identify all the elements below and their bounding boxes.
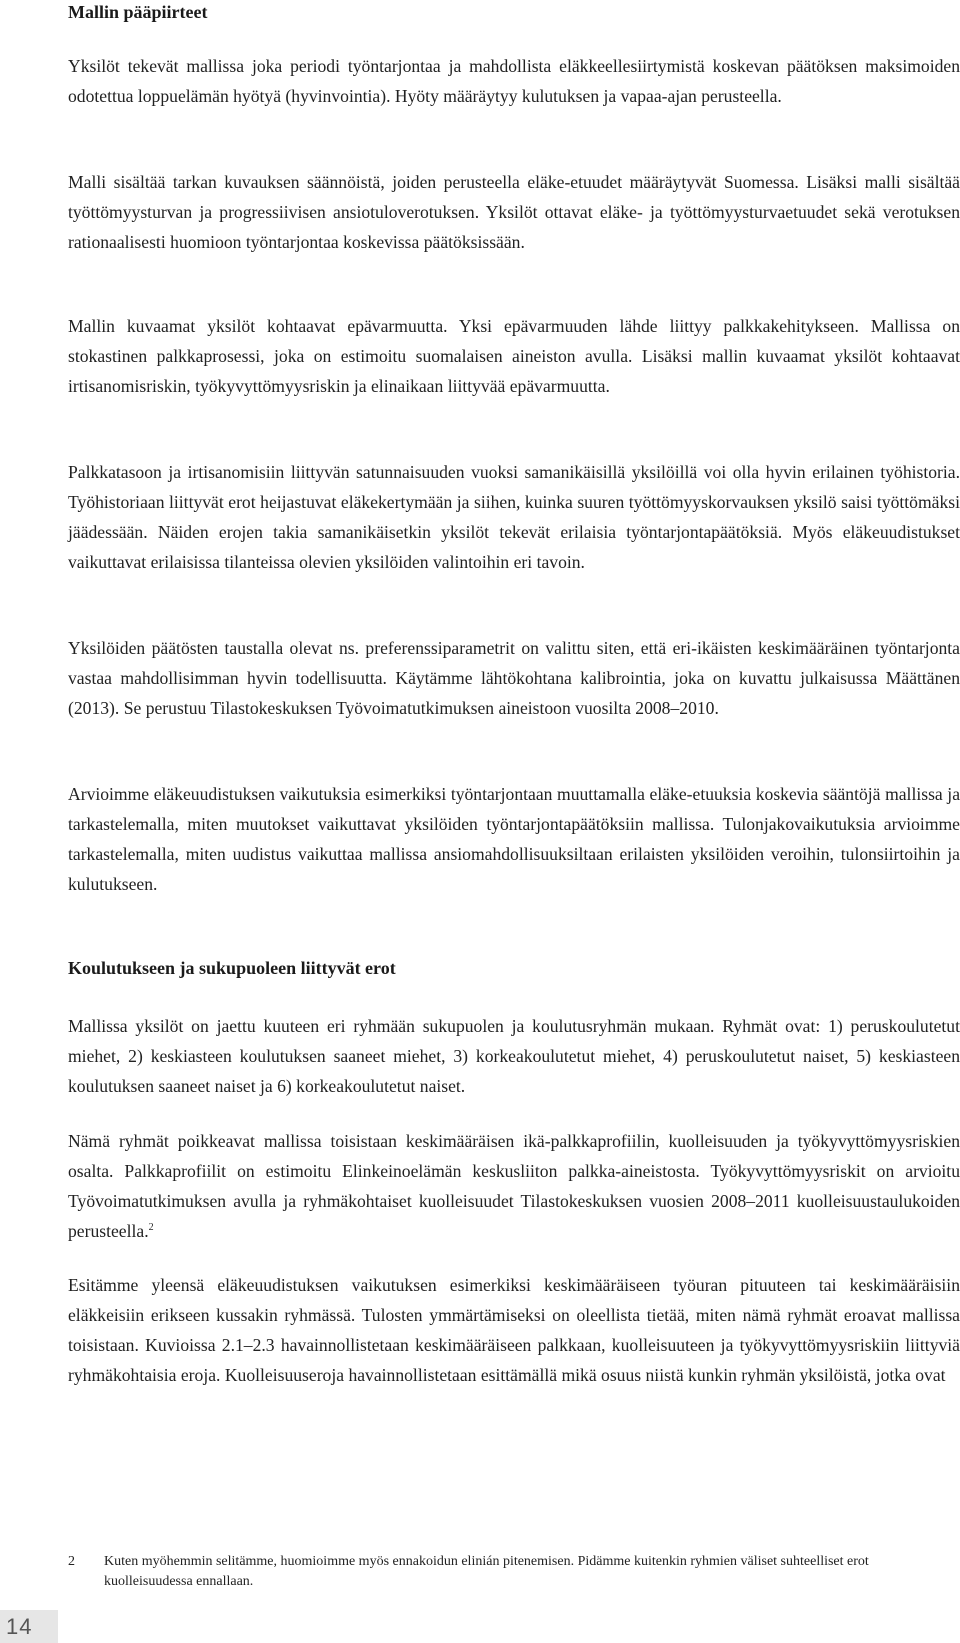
page-number: 14 [6, 1614, 33, 1639]
paragraph: Arvioimme eläkeuudistuksen vaikutuksia esimerkiksi työntarjontaan muuttamalla eläke-etuuksia koskevia sääntöjä mallissa ja tarkastelemalla, miten muutokset vaikuttavat yksilöiden työntarjontapäätöksiin mallissa. Tulonjakovaikutuksia arvioimme tarkastelemalla, miten uudistus vaikuttaa mallissa ansiomahdollisuuksiltaan erilaisten yksilöiden veroihin, tulonsiirtoihin ja kulutukseen. [68, 784, 960, 894]
footnote-reference: 2 [148, 1222, 154, 1234]
footnote-text: Kuten myöhemmin selitämme, huomioimme myös ennakoidun elinián pitenemisen. Pidämme kuitenkin ryhmien väliset suhteelliset erot kuolleisuudessa ennallaan. [104, 1554, 869, 1589]
paragraph: Yksilöiden päätösten taustalla olevat ns. preferenssiparametrit on valittu siten, että eri-ikäisten keskimääräinen työntarjonta vastaa mahdollisimman hyvin todellisuutta. Käytämme lähtökohtana kalibrointia, joka on kuvattu julkaisussa Määttänen (2013). Se perustuu Tilastokeskuksen Työvoimatutkimuksen aineistoon vuosilta 2008–2010. [68, 638, 960, 718]
paragraph: Mallissa yksilöt on jaettu kuuteen eri ryhmään sukupuolen ja koulutusryhmän mukaan. Ryhmät ovat: 1) peruskoulutetut miehet, 2) keskiasteen koulutuksen saaneet miehet, 3) korkeakoulutetut miehet, 4) peruskoulutetut naiset, 5) keskiasteen koulutuksen saaneet naiset ja 6) korkeakoulutetut naiset. [68, 1016, 960, 1096]
section-heading-mallin-paapiirteet: Mallin pääpiirteet [68, 2, 208, 22]
paragraph: Mallin kuvaamat yksilöt kohtaavat epävarmuutta. Yksi epävarmuuden lähde liittyy palkkakehitykseen. Mallissa on stokastinen palkkaprosessi, joka on estimoitu suomalaisen aineiston avulla. Lisäksi mallin kuvaamat yksilöt kohtaavat irtisanomisriskin, työkyvyttömyysriskin ja elinaikaan liittyvää epävarmuutta. [68, 316, 960, 396]
paragraph [68, 1126, 960, 1246]
paragraph: Palkkatasoon ja irtisanomisiin liittyvän satunnaisuuden vuoksi samanikäisillä yksilöillä voi olla hyvin erilainen työhistoria. Työhistoriaan liittyvät erot heijastuvat eläkekertymään ja siihen, kuinka suuren työttömyyskorvauksen yksilö saisi työttömäksi jäädessään. Näiden erojen takia samanikäisetkin yksilöt tekevät erilaisia työntarjontapäätöksiä. Myös eläkeuudistukset vaikuttavat erilaisissa tilanteissa olevien yksilöiden valintoihin eri tavoin. [68, 462, 960, 572]
footnote-number: 2 [68, 1554, 75, 1569]
paragraph: Esitämme yleensä eläkeuudistuksen vaikutuksen esimerkiksi keskimääräiseen työuran pituuteen tai keskimääräisiin eläkkeisiin erikseen kussakin ryhmässä. Tulosten ymmärtämiseksi on oleellista tietää, miten nämä ryhmät eroavat mallissa toisistaan. Kuvioissa 2.1–2.3 havainnollistetaan keskimääräiseen palkkaan, kuolleisuuteen ja työkyvyttömyysriskiin liittyviä ryhmäkohtaisia eroja. Kuolleisuuseroja havainnollistetaan esittämällä mikä osuus niistä kunkin ryhmän yksilöistä, jotka ovat [68, 1275, 960, 1385]
paragraph-text: Nämä ryhmät poikkeavat mallissa toisistaan keskimääräisen ikä-palkkaprofiilin, kuolleisuuden ja työkyvyttömyysriskien osalta. Palkkaprofiilit on estimoitu Elinkeinoelämän keskusliiton palkka-aineistosta. Työkyvyttömyysriskit on arvioitu Työvoimatutkimuksen avulla ja ryhmäkohtaiset kuolleisuudet Tilastokeskuksen vuosien 2008–2011 kuolleisuustaulukoiden perusteella. [68, 1131, 960, 1241]
paragraph: Yksilöt tekevät mallissa joka periodi työntarjontaa ja mahdollista eläkkeellesiirtymistä koskevan päätöksen maksimoiden odotettua loppuelämän hyötyä (hyvinvointia). Hyöty määräytyy kulutuksen ja vapaa-ajan perusteella. [68, 56, 960, 106]
paragraph: Malli sisältää tarkan kuvauksen säännöistä, joiden perusteella eläke-etuudet määräytyvät Suomessa. Lisäksi malli sisältää työttömyysturvan ja progressiivisen ansiotuloverotuksen. Yksilöt ottavat eläke- ja työttömyysturvaetuudet sekä verotuksen rationaalisesti huomioon työntarjontaa koskevissa päätöksissään. [68, 172, 960, 252]
section-heading-koulutukseen: Koulutukseen ja sukupuoleen liittyvät erot [68, 958, 396, 978]
